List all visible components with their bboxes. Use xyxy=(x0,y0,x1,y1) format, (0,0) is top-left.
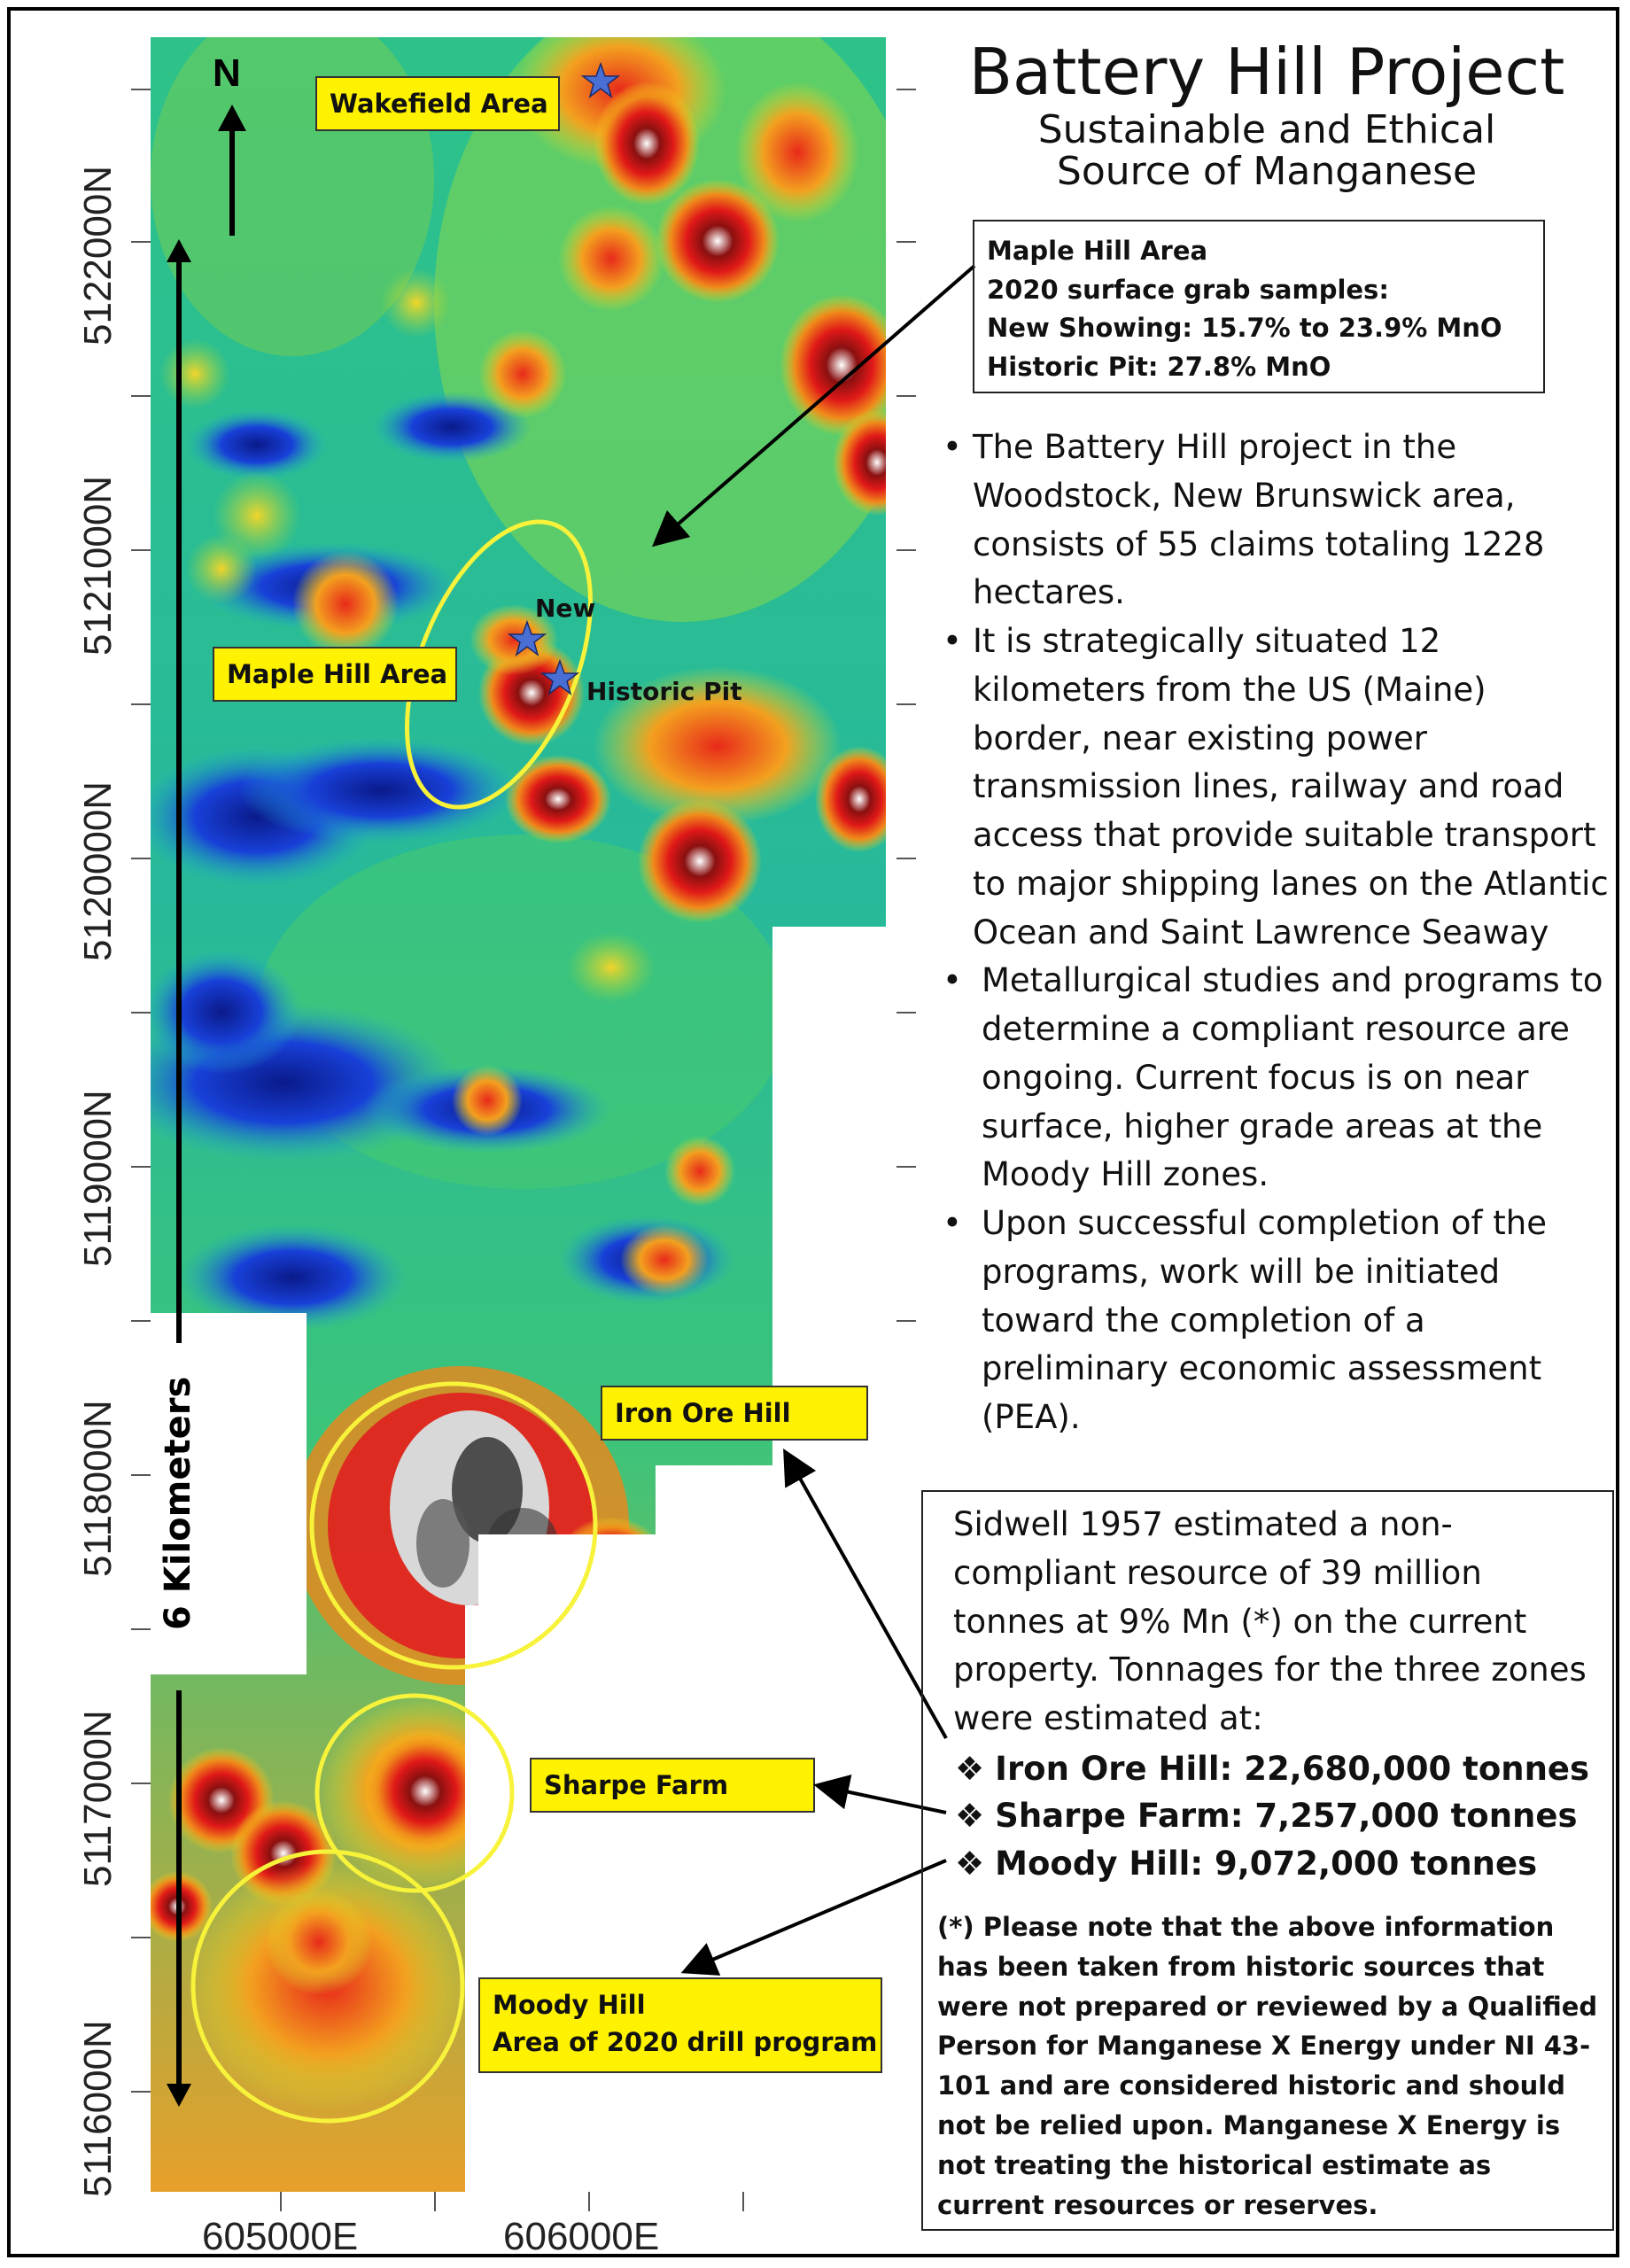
page-title: Battery Hill Project xyxy=(968,35,1565,109)
bullet-item: • Metallurgical studies and programs to determine a compliant resource are ongoing. Current focus is on near surface, higher grade areas at the Moody Hill zones. xyxy=(939,957,1612,1200)
star-label-historic-pit: Historic Pit xyxy=(586,677,742,706)
y-axis-label-5118000N: 5118000N xyxy=(76,1400,120,1577)
label-maple-hill: Maple Hill Area xyxy=(213,647,457,702)
y-axis-label-5121000N: 5121000N xyxy=(76,475,120,656)
diamond-bullet-icon: ❖ xyxy=(955,1845,985,1884)
zone-sharpe-farm: Sharpe Farm: 7,257,000 tonnes xyxy=(995,1797,1578,1836)
zone-iron-ore-hill: Iron Ore Hill: 22,680,000 tonnes xyxy=(995,1749,1590,1788)
bullet-item: • It is strategically situated 12 kilometers from the US (Maine) border, near existing power transmission lines, railway and road access that provide suitable transport to major shipping lanes on the Atlantic Ocean and Saint Lawrence Seaway xyxy=(939,617,1612,957)
x-axis-label-606000E: 606000E xyxy=(503,2215,660,2258)
label-iron-ore-hill: Iron Ore Hill xyxy=(601,1386,868,1441)
bullet-item: • The Battery Hill project in the Woodstock, New Brunswick area, consists of 55 claims totaling 1228 hectares. xyxy=(939,423,1612,617)
subtitle-line1: Sustainable and Ethical xyxy=(1037,106,1496,152)
label-wakefield: Wakefield Area xyxy=(315,76,560,131)
diamond-bullet-icon: ❖ xyxy=(955,1797,985,1836)
resource-intro: Sidwell 1957 estimated a non-compliant resource of 39 million tonnes at 9% Mn (*) on the current property. Tonnages for the three zones were estimated at: xyxy=(953,1505,1587,1737)
maple-hill-info-box xyxy=(973,220,1545,393)
diamond-bullet-icon: ❖ xyxy=(955,1749,985,1788)
label-moody-hill-line1: Moody Hill xyxy=(493,1990,646,2020)
y-axis-label-5119000N: 5119000N xyxy=(76,1090,120,1267)
bullet-item: • Upon successful completion of the programs, work will be initiated toward the completion of a preliminary economic assessment (PEA). xyxy=(939,1200,1612,1442)
y-axis-label-5116000N: 5116000N xyxy=(76,2020,120,2197)
disclaimer-note: (*) Please note that the above information has been taken from historic sources that were not prepared or reviewed by a Qualified Person for Manganese X Energy under NI 43-101 and are considered historic and should not be relied upon. Manganese X Energy is not treating the historical estimate as current resources or reserves. xyxy=(937,1911,1598,2221)
y-axis-label-5117000N: 5117000N xyxy=(76,1710,120,1887)
subtitle-line2: Source of Manganese xyxy=(1056,149,1478,195)
maple-info-line2: 2020 surface grab samples: xyxy=(987,274,1389,305)
x-axis-label-605000E: 605000E xyxy=(202,2215,359,2258)
zone-item xyxy=(955,1840,1602,1888)
star-label-new: New xyxy=(535,594,596,623)
resource-estimate-box xyxy=(921,1490,1614,2231)
zone-moody-hill: Moody Hill: 9,072,000 tonnes xyxy=(995,1845,1538,1884)
zone-list xyxy=(934,1745,1602,1888)
north-label: N xyxy=(213,51,241,95)
y-axis-label-5120000N: 5120000N xyxy=(76,781,120,961)
label-sharpe-farm: Sharpe Farm xyxy=(530,1758,815,1813)
maple-info-line3: New Showing: 15.7% to 23.9% MnO xyxy=(987,313,1502,343)
label-moody-hill-line2: Area of 2020 drill program xyxy=(493,2027,878,2058)
scale-label: 6 Kilometers xyxy=(158,1376,198,1630)
maple-info-line4: Historic Pit: 27.8% MnO xyxy=(987,351,1331,382)
zone-item xyxy=(955,1792,1602,1840)
y-axis-label-5122000N: 5122000N xyxy=(76,165,120,346)
zone-item xyxy=(955,1745,1602,1793)
title-block xyxy=(939,35,1595,193)
maple-info-line1: Maple Hill Area xyxy=(987,236,1208,266)
project-bullets xyxy=(939,423,1612,1442)
